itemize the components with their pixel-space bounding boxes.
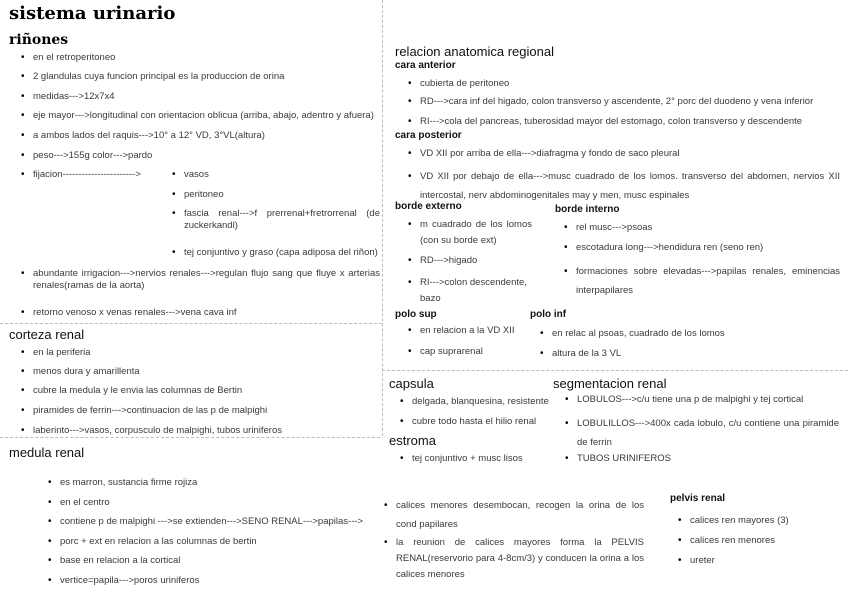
- list-item: • eje mayor--->longitudinal con orientacion oblicua (arriba, abajo, adentro y afuera): [33, 110, 374, 122]
- list-item: • peso--->155g color--->pardo: [33, 150, 152, 162]
- divider-medula: [0, 437, 380, 438]
- list-item: • vasos: [184, 169, 209, 181]
- cara-posterior-label: cara posterior: [395, 130, 462, 141]
- list-item: • calices ren menores: [690, 535, 775, 547]
- list-item: • TUBOS URINIFEROS: [577, 453, 671, 465]
- borde-externo-label: borde externo: [395, 201, 462, 212]
- list-item: • en relacion a la VD XII: [420, 325, 515, 337]
- list-item: • peritoneo: [184, 189, 224, 201]
- list-item: • cap suprarenal: [420, 346, 483, 358]
- list-item: • cubre todo hasta el hilio renal: [412, 416, 536, 428]
- capsula-heading: capsula: [389, 376, 434, 391]
- list-item: • formaciones sobre elevadas--->papilas renales, eminencias interpapilares: [576, 262, 840, 300]
- list-item: • RD--->higado: [420, 255, 477, 267]
- polo-inf-label: polo inf: [530, 309, 567, 320]
- segmentacion-heading: segmentacion renal: [553, 376, 667, 391]
- list-item: • contiene p de malpighi --->se extienden--->SENO RENAL--->papilas--->: [60, 516, 363, 528]
- list-item: • la reunion de calices mayores forma la PELVIS RENAL(reservorio para 4-8cm/3) y conducen la orina a los calices menores: [396, 535, 644, 583]
- list-item: • fascia renal--->f prerrenal+fretrorrenal (de zuckerkandl): [184, 208, 380, 232]
- list-item: • LOBULILLOS--->400x cada lobulo, c/u contiene una piramide de ferrin: [577, 414, 839, 452]
- list-item: • cubierta de peritoneo: [420, 78, 509, 90]
- list-item: • calices menores desembocan, recogen la orina de los cond papilares: [396, 496, 644, 534]
- divider-corteza: [0, 323, 382, 324]
- list-item: • calices ren mayores (3): [690, 515, 789, 527]
- list-item: • cubre la medula y le envia las columnas de Bertin: [33, 385, 242, 397]
- estroma-heading: estroma: [389, 433, 436, 448]
- list-item: • LOBULOS--->c/u tiene una p de malpighi y tej cortical: [577, 394, 803, 406]
- list-item: • rel musc--->psoas: [576, 222, 652, 234]
- borde-interno-label: borde interno: [555, 204, 620, 215]
- list-item: • tej conjuntivo + musc lisos: [412, 453, 523, 465]
- list-item: • en relac al psoas, cuadrado de los lomos: [552, 328, 725, 340]
- list-item: • base en relacion a la cortical: [60, 555, 180, 567]
- cara-anterior-label: cara anterior: [395, 60, 456, 71]
- list-item: • abundante irrigacion--->nervios renales--->regulan flujo sang que fluye x arterias renales(ramas de la aorta): [33, 268, 380, 292]
- list-item: • escotadura long--->hendidura ren (seno ren): [576, 242, 763, 254]
- list-item: • VD XII por debajo de ella--->musc cuadrado de los lomos. transverso del abdomen, nervios XII intercostal, nerv abdominogenitales may y men, musc espinales: [420, 167, 840, 205]
- list-item: • porc + ext en relacion a las columnas de bertin: [60, 536, 257, 548]
- list-item: • altura de la 3 VL: [552, 348, 621, 360]
- list-item: • vertice=papila--->poros uriniferos: [60, 575, 199, 587]
- page-title: sistema urinario: [9, 3, 176, 24]
- divider-capsula: [382, 370, 848, 371]
- list-item: • menos dura y amarillenta: [33, 366, 140, 378]
- list-item: • RD--->cara inf del higado, colon transverso y ascendente, 2° porc del duodeno y vena inferior: [420, 96, 813, 108]
- rinones-heading: riñones: [9, 32, 69, 48]
- list-item: • VD XII por arriba de ella--->diafragma y fondo de saco pleural: [420, 148, 680, 160]
- list-item: • tej conjuntivo y graso (capa adiposa del riñon): [184, 247, 378, 259]
- list-item: • en la periferia: [33, 347, 91, 359]
- list-item: • m cuadrado de los lomos (con su borde ext): [420, 217, 532, 249]
- list-item: • delgada, blanquesina, resistente: [412, 396, 549, 408]
- list-item: • retorno venoso x venas renales--->vena cava inf: [33, 307, 237, 319]
- relacion-heading: relacion anatomica regional: [395, 44, 554, 59]
- fijacion-label: • fijacion----------------------->: [33, 169, 141, 181]
- list-item: • es marron, sustancia firme rojiza: [60, 477, 197, 489]
- list-item: • ureter: [690, 555, 715, 567]
- list-item: • medidas--->12x7x4: [33, 91, 115, 103]
- corteza-heading: corteza renal: [9, 327, 85, 342]
- list-item: • en el retroperitoneo: [33, 52, 115, 64]
- polo-sup-label: polo sup: [395, 309, 437, 320]
- list-item: • laberinto--->vasos, corpusculo de malpighi, tubos uriniferos: [33, 425, 282, 437]
- medula-heading: medula renal: [9, 445, 85, 460]
- list-item: • RI--->colon descendente, bazo: [420, 275, 532, 307]
- list-item: • RI--->cola del pancreas, tuberosidad mayor del estomago, colon transverso y descendente: [420, 116, 802, 128]
- list-item: • piramides de ferrin--->continuacion de las p de malpighi: [33, 405, 267, 417]
- list-item: • a ambos lados del raquis--->10° a 12° VD, 3°VL(altura): [33, 130, 265, 142]
- pelvis-heading: pelvis renal: [670, 493, 726, 504]
- list-item: • en el centro: [60, 497, 110, 509]
- list-item: • 2 glandulas cuya funcion principal es la produccion de orina: [33, 71, 284, 83]
